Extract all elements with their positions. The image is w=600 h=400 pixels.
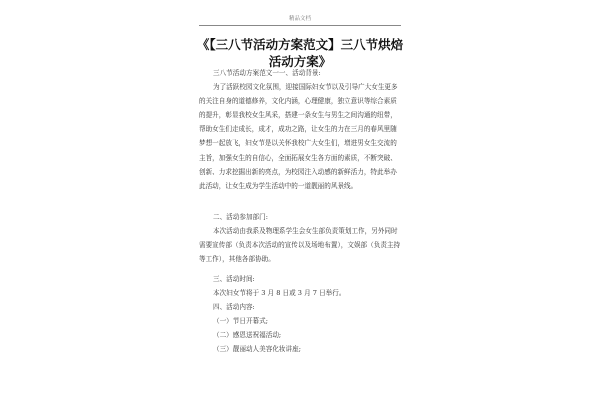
section-time [199, 272, 401, 300]
list-item: （一）节日开幕式; [213, 317, 268, 326]
section-departments [199, 210, 401, 266]
page-header-label: 精品文档 [288, 16, 311, 22]
section-2-paragraph: 本次活动由我系及物理系学生会女生部负责策划工作，另外同时需要宣传部（负责本次活动的宣传以及场地布置），文娱部（负责主持等工作），其他各部协助。 [199, 227, 401, 264]
section-1-heading: 三八节活动方案范文一一、活动背景: [213, 69, 321, 77]
header-divider [199, 25, 401, 26]
list-item: （二）感恩送祝福活动; [213, 331, 282, 340]
section-2-heading: 二、活动参加部门: [213, 213, 268, 221]
section-1-paragraph: 为了活跃校园文化氛围，迎接国际妇女节以及引导广大女生更多的关注自身的道德修养，文化内涵，心理健康，独立意识等综合素质的提升，彰显我校女生风采，搭建一条女生与男生之间沟通的纽带，帮助女生们走成长，成才，成功之路，让女生的力在三月的春风里随梦想一起放飞，妇女节是以关怀我校广大女生们，增进男女生交流的主旨，加强女生的自信心，全面拓展女生各方面的素质，不断突破、创新、力求挖掘出新的亮点，为校园注入动感的新鲜活力，特此举办此活动，让女生成为学生活动中的一道靓丽的风景线。 [199, 83, 398, 190]
section-background [199, 66, 401, 193]
section-3-paragraph: 本次妇女节将于 3 月 8 日或 3 月 7 日举行。 [213, 289, 346, 298]
list-item: （三）靓丽动人美容化妆讲座; [213, 345, 301, 354]
section-4-heading: 四、活动内容: [213, 303, 255, 311]
section-3-heading: 三、活动时间: [213, 275, 255, 283]
document-title: 《【三八节活动方案范文】三八节烘焙活动方案》 [196, 37, 404, 69]
section-content [199, 300, 401, 356]
